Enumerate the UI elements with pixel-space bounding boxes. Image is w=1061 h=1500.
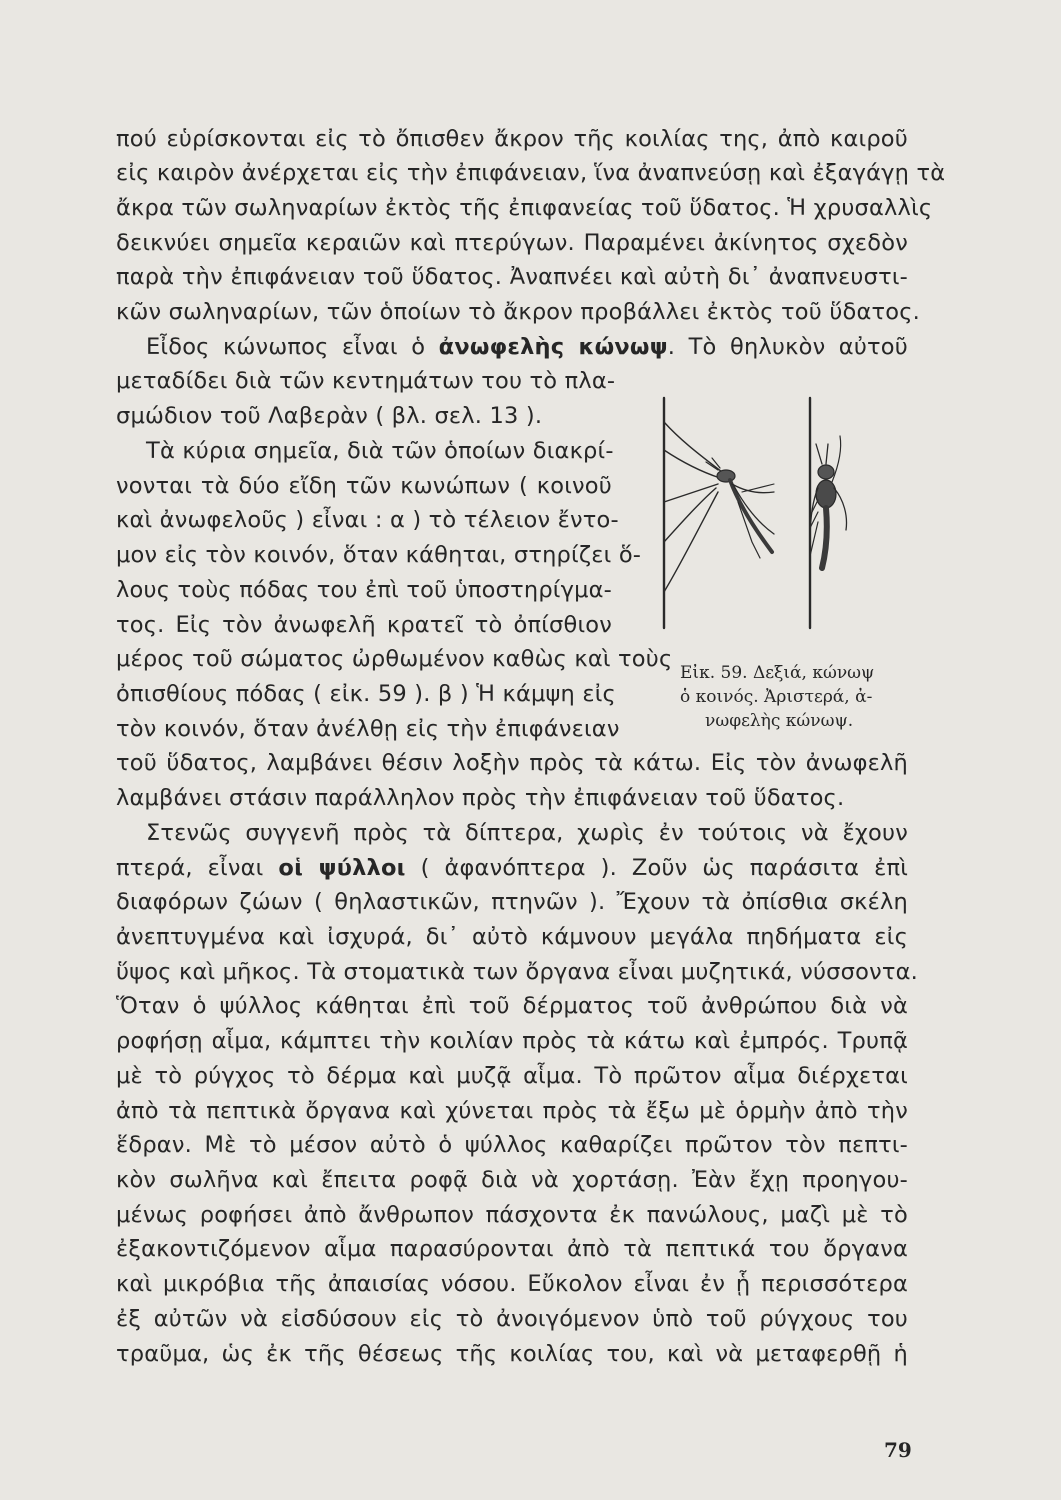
text-line: ὕψος καὶ μῆκος. Τὰ στοματικὰ των ὄργανα εἶναι μυζητικά, νύσσοντα. (116, 959, 918, 985)
text-line: δεικνύει σημεῖα κεραιῶν καὶ πτερύγων. Παραμένει ἀκίνητος σχεδὸν (116, 230, 908, 256)
figure-caption: Εἰκ. 59. Δεξιά, κώνωψ (680, 663, 875, 683)
text-run: . Τὸ θηλυκὸν αὐτοῦ (667, 334, 908, 360)
text-line: ἐξακοντιζόμενον αἷμα παρασύρονται ἀπὸ τὰ πεπτικά του ὄργανα (116, 1236, 908, 1262)
text-line: διαφόρων ζώων ( θηλαστικῶν, πτηνῶν ). Ἔχουν τὰ ὀπίσθια σκέλη (116, 889, 908, 915)
text-line: ἄκρα τῶν σωληναρίων ἐκτὸς τῆς ἐπιφανείας τοῦ ὕδατος. Ἡ χρυσαλλὶς (116, 195, 933, 221)
text-line: νονται τὰ δύο εἴδη τῶν κωνώπων ( κοινοῦ (116, 473, 612, 499)
figure-mosquitoes-illustration (642, 392, 898, 642)
text-line: Τὰ κύρια σημεῖα, διὰ τῶν ὁποίων διακρί- (146, 438, 614, 464)
text-run: ( ἀφανόπτερα ). Ζοῦν ὡς παράσιτα ἐπὶ (405, 855, 909, 881)
text-line: τος. Εἰς τὸν ἀνωφελῆ κρατεῖ τὸ ὀπίσθιον (116, 612, 612, 638)
text-line: καὶ μικρόβια τῆς ἀπαισίας νόσου. Εὔκολον εἶναι ἐν ᾗ περισσότερα (116, 1271, 908, 1297)
text-line: ἐξ αὐτῶν νὰ εἰσδύσουν εἰς τὸ ἀνοιγόμενον ὑπὸ τοῦ ρύγχους του (116, 1306, 908, 1332)
text-line: Ὅταν ὁ ψύλλος κάθηται ἐπὶ τοῦ δέρματος τοῦ ἀνθρώπου διὰ νὰ (116, 993, 908, 1019)
text-line: ἀπὸ τὰ πεπτικὰ ὄργανα καὶ χύνεται πρὸς τὰ ἔξω μὲ ὁρμὴν ἀπὸ τὴν (116, 1098, 908, 1124)
bold-term-anopheles: ἀνωφελὴς κώνωψ (438, 334, 668, 360)
text-line: μεταδίδει διὰ τῶν κεντημάτων του τὸ πλα- (116, 368, 616, 394)
text-line: τραῦμα, ὡς ἐκ τῆς θέσεως τῆς κοιλίας του, καὶ νὰ μεταφερθῇ ἡ (116, 1341, 908, 1367)
text-line: ἀνεπτυγμένα καὶ ἰσχυρά, δι᾽ αὐτὸ κάμνουν μεγάλα πηδήματα εἰς (116, 924, 908, 950)
text-line (116, 857, 908, 880)
text-line: σμώδιον τοῦ Λαβερὰν ( βλ. σελ. 13 ). (116, 403, 543, 429)
text-line: μένως ροφήσει ἀπὸ ἄνθρωπον πάσχοντα ἐκ πανώλους, μαζὶ μὲ τὸ (116, 1202, 908, 1228)
text-line: ὀπισθίους πόδας ( εἰκ. 59 ). β ) Ἡ κάμψη εἰς (116, 681, 616, 707)
anopheles-mosquito-drawing (664, 398, 774, 628)
text-line: κὸν σωλῆνα καὶ ἔπειτα ροφᾷ διὰ νὰ χορτάσῃ. Ἐὰν ἔχῃ προηγου- (116, 1167, 908, 1193)
text-run: πτερά, εἶναι (116, 855, 279, 881)
text-line: Στενῶς συγγενῆ πρὸς τὰ δίπτερα, χωρὶς ἐν τούτοις νὰ ἔχουν (146, 820, 908, 846)
text-line: μον εἰς τὸν κοινόν, ὅταν κάθηται, στηρίζει ὅ- (116, 542, 642, 568)
figure-caption: ὁ κοινός. Ἀριστερά, ἀ- (680, 687, 873, 707)
text-line: πού εὑρίσκονται εἰς τὸ ὄπισθεν ἄκρον τῆς κοιλίας της, ἀπὸ καιροῦ (116, 126, 908, 152)
bold-term-fleas: οἱ ψύλλοι (278, 855, 406, 881)
text-line: εἰς καιρὸν ἀνέρχεται εἰς τὴν ἐπιφάνειαν, ἵνα ἀναπνεύσῃ καὶ ἐξαγάγῃ τὰ (116, 160, 946, 186)
text-line: καὶ ἀνωφελοῦς ) εἶναι : α ) τὸ τέλειον ἔντο- (116, 507, 619, 533)
text-line: μὲ τὸ ρύγχος τὸ δέρμα καὶ μυζᾷ αἷμα. Τὸ πρῶτον αἷμα διέρχεται (116, 1063, 908, 1089)
text-line: ροφήσῃ αἷμα, κάμπτει τὴν κοιλίαν πρὸς τὰ κάτω καὶ ἐμπρός. Τρυπᾷ (116, 1028, 908, 1054)
text-line: μέρος τοῦ σώματος ὠρθωμένον καθὼς καὶ τοὺς (116, 646, 673, 672)
text-line: λαμβάνει στάσιν παράλληλον πρὸς τὴν ἐπιφάνειαν τοῦ ὕδατος. (116, 785, 845, 811)
text-line: παρὰ τὴν ἐπιφάνειαν τοῦ ὕδατος. Ἀναπνέει καὶ αὐτὴ δι᾽ ἀναπνευστι- (116, 264, 908, 290)
text-line: τὸν κοινόν, ὅταν ἀνέλθῃ εἰς τὴν ἐπιφάνειαν (116, 716, 620, 742)
text-line: κῶν σωληναρίων, τῶν ὁποίων τὸ ἄκρον προβάλλει ἐκτὸς τοῦ ὕδατος. (116, 299, 920, 325)
text-line: λους τοὺς πόδας του ἐπὶ τοῦ ὑποστηρίγμα- (116, 577, 612, 603)
common-mosquito-drawing (810, 398, 847, 628)
text-line: ἕδραν. Μὲ τὸ μέσον αὐτὸ ὁ ψύλλος καθαρίζει πρῶτον τὸν πεπτι- (116, 1132, 908, 1158)
page-number: 79 (884, 1438, 912, 1462)
text-run: Εἶδος κώνωπος εἶναι ὁ (146, 334, 439, 360)
text-line: τοῦ ὕδατος, λαμβάνει θέσιν λοξὴν πρὸς τὰ κάτω. Εἰς τὸν ἀνωφελῆ (116, 750, 908, 776)
figure-caption: νωφελὴς κώνωψ. (705, 711, 854, 731)
text-line (146, 336, 908, 359)
